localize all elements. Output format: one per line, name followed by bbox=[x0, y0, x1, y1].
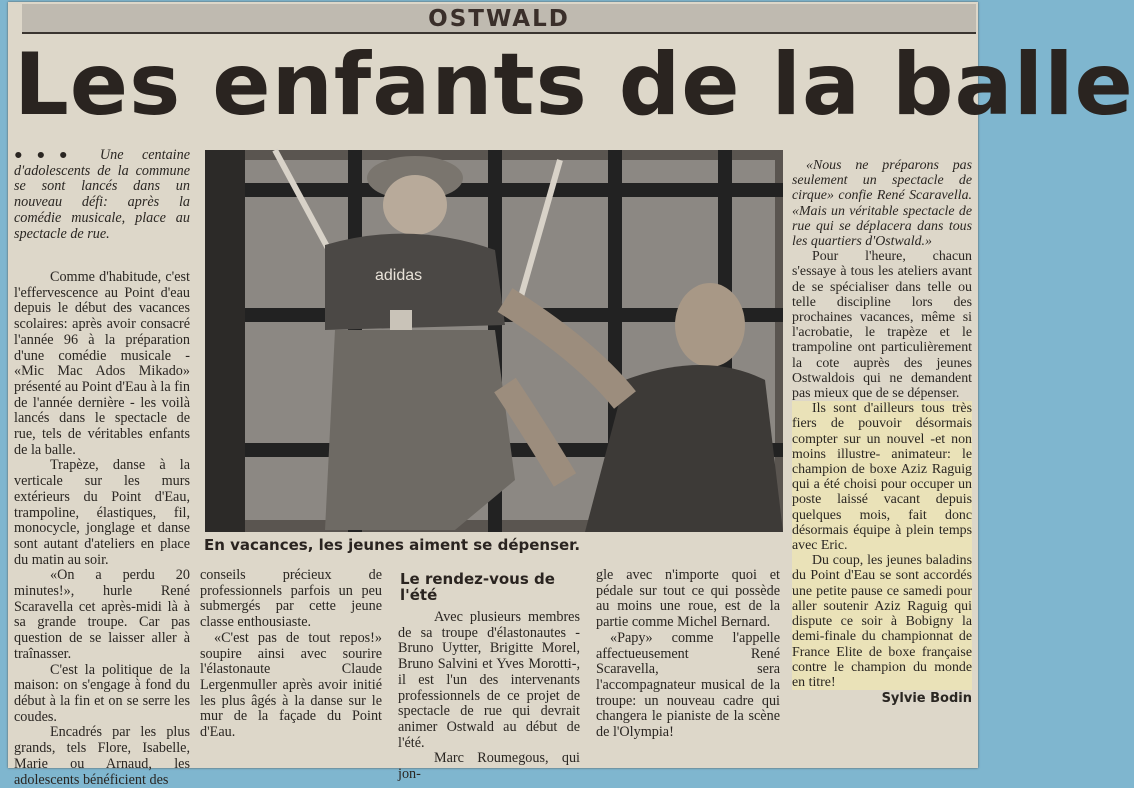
column-2 bbox=[200, 568, 382, 741]
bullet-icon: ●●● bbox=[14, 147, 82, 163]
photo-trapeze-training bbox=[205, 150, 783, 532]
photo-illustration bbox=[205, 150, 783, 532]
column-1 bbox=[14, 270, 190, 788]
paragraph: Pour l'heure, chacun s'essaye à tous les ateliers avant de se spécialiser dans telle ou telle discipline lors des prochaines vacances, même si l'acrobatie, le trapèze et le trampoline ont particulièrement la cote auprès des jeunes Ostwaldois qui ne demandent pas mieux que de se dépenser. bbox=[792, 249, 972, 402]
paragraph: Du coup, les jeunes baladins du Point d'Eau se sont accordés une petite pause ce samedi pour aller soutenir Aziz Raguig qui dispute ce soir à Bobigny la demi-finale du championnat de France Elite de boxe française contre le champion du monde en titre! bbox=[792, 553, 972, 690]
byline: Sylvie Bodin bbox=[881, 691, 972, 707]
paragraph: Trapèze, danse à la verticale sur les murs extérieurs du Point d'Eau, trampoline, élastiques, fil, monocycle, jonglage et danse sont autant d'ateliers en place du matin au soir. bbox=[14, 457, 190, 568]
column-3 bbox=[398, 610, 580, 783]
paragraph: «Nous ne préparons pas seulement un spectacle de cirque» confie René Scaravella. «Mais un véritable spectacle de rue qui se déplacera dans tous les quartiers d'Ostwald.» bbox=[792, 158, 972, 250]
shirt-logo: adidas bbox=[375, 267, 423, 284]
paragraph: Avec plusieurs membres de sa troupe d'élastonautes -Bruno Uytter, Brigitte Morel, Bruno Salvini et Yves Morotti-, il est l'un des intervenants professionnels de ce projet de spectacle de rue qui devrait animer Ostwald au début de l'été. bbox=[398, 609, 580, 751]
column-4 bbox=[596, 568, 780, 741]
lead-text: Une centaine d'adolescents de la commune se sont lancés dans un nouveau défi: après la comédie musicale, place au spectacle de rue. bbox=[14, 147, 190, 242]
headline: Les enfants de la balle bbox=[14, 35, 1134, 135]
paragraph: Ils sont d'ailleurs tous très fiers de pouvoir désormais compter sur un nouvel -et non moins illustre- animateur: le champion de boxe Aziz Raguig qui a été choisi pour occuper un poste laissé vacant depuis quelques mois, fait donc désormais équipe à plein temps avec Eric. bbox=[792, 401, 972, 554]
lead-paragraph bbox=[14, 148, 190, 242]
paragraph: Comme d'habitude, c'est l'effervescence au Point d'eau depuis le début des vacances scolaires: après avoir consacré l'année 96 à la préparation d'une comédie musicale - «Mic Mac Ados Mikado» présenté au Point d'Eau à la fin de l'année dernière - les voilà lancés dans le spectacle de rue, tels de véritables enfants de la balle. bbox=[14, 269, 190, 458]
paragraph: Marc Roumegous, qui jon- bbox=[398, 750, 580, 783]
paragraph: «C'est pas de tout repos!» soupire ainsi avec sourire l'élastonaute Claude Lergenmuller après avoir initié les plus âgés à la danse sur le mur de la façade du Point d'Eau. bbox=[200, 629, 382, 741]
column-5 bbox=[792, 158, 972, 706]
paragraph: C'est la politique de la maison: on s'engage à fond du début à la fin et on se serre les coudes. bbox=[14, 661, 190, 725]
paragraph: conseils précieux de professionnels parfois un peu submergés par cette jeune classe enthousiaste. bbox=[200, 567, 382, 631]
paragraph: «On a perdu 20 minutes!», hurle René Scaravella cet après-midi là à sa grande troupe. Car pas question de se laisser aller à traînasser. bbox=[14, 567, 190, 662]
subhead: Le rendez-vous de l'été bbox=[400, 570, 555, 604]
kicker: OSTWALD bbox=[428, 6, 570, 32]
paragraph: «Papy» comme l'appelle affectueusement René Scaravella, sera l'accompagnateur musical de la troupe: un nouveau cadre qui changera le pianiste de la scène de l'Olympia! bbox=[596, 629, 780, 741]
paragraph: gle avec n'importe quoi et pédale sur tout ce qui possède au moins une roue, est de la partie comme Michel Bernard. bbox=[596, 567, 780, 631]
paragraph: Encadrés par les plus grands, tels Flore, Isabelle, Marie ou Arnaud, les adolescents bénéficient des bbox=[14, 724, 190, 788]
photo-caption: En vacances, les jeunes aiment se dépenser. bbox=[204, 536, 581, 554]
